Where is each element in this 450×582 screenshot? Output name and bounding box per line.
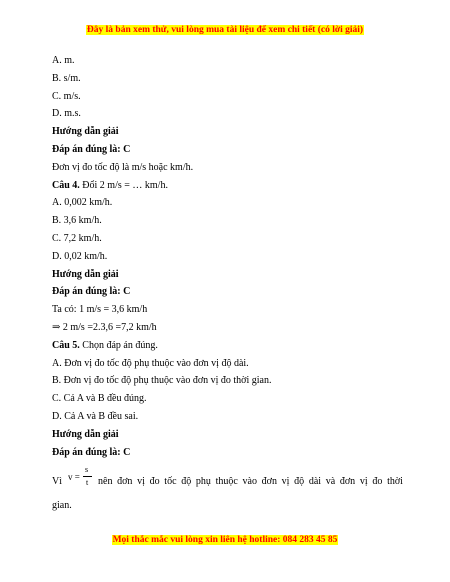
- q4-guide-heading: Hướng dẫn giải: [52, 268, 119, 280]
- q5-answer: Đáp án đúng là: C: [52, 446, 131, 458]
- q5-question-text: Chọn đáp án đúng.: [82, 339, 158, 351]
- q3-option-c: C. m/s.: [52, 90, 81, 102]
- q5-explanation-prefix: Vì: [52, 476, 62, 488]
- q4-question-text: Đổi 2 m/s = … km/h.: [82, 179, 168, 191]
- q4-option-a: A. 0,002 km/h.: [52, 197, 113, 209]
- q5-option-c: C. Cả A và B đều đúng.: [52, 393, 147, 405]
- q5-option-d: D. Cả A và B đều sai.: [52, 410, 139, 422]
- q4-label: Câu 4.: [52, 179, 80, 191]
- hotline-banner: [0, 535, 450, 545]
- formula-lhs: v =: [68, 472, 80, 483]
- hotline-text: Mọi thắc mắc vui lòng xin liên hệ hotline: 084 283 45 85: [112, 535, 338, 545]
- q4-answer: Đáp án đúng là: C: [52, 286, 131, 298]
- q3-option-d: D. m.s.: [52, 108, 81, 120]
- q4-option-b: B. 3,6 km/h.: [52, 215, 102, 227]
- q5-explanation-text: nên đơn vị đo tốc độ phụ thuộc vào đơn vị độ dài và đơn vị đo thời: [98, 476, 403, 488]
- formula-denominator: t: [86, 478, 89, 488]
- q4-work-line-1: Ta có: 1 m/s = 3,6 km/h: [52, 304, 148, 316]
- q5-explanation: [52, 465, 403, 495]
- q4-question: [52, 177, 400, 195]
- document-body: [52, 52, 403, 514]
- q5-label: Câu 5.: [52, 339, 80, 351]
- q4-work-line-2: ⇒ 2 m/s =2.3,6 =7,2 km/h: [52, 321, 157, 333]
- preview-notice-banner: [0, 25, 450, 35]
- q5-guide-heading: Hướng dẫn giải: [52, 428, 119, 440]
- q3-answer: Đáp án đúng là: C: [52, 143, 131, 155]
- q5-option-a: A. Đơn vị đo tốc độ phụ thuộc vào đơn vị độ dài.: [52, 357, 249, 369]
- q3-option-a: A. m.: [52, 55, 75, 66]
- formula-numerator: s: [85, 465, 89, 475]
- q4-option-c: C. 7,2 km/h.: [52, 232, 102, 244]
- q5-option-b: B. Đơn vị đo tốc độ phụ thuộc vào đơn vị đo thời gian.: [52, 375, 272, 387]
- q5-explanation-tail: gian.: [52, 500, 72, 512]
- q3-explanation: Đơn vị đo tốc độ là m/s hoặc km/h.: [52, 161, 194, 173]
- q3-guide-heading: Hướng dẫn giải: [52, 126, 119, 138]
- speed-formula: [66, 465, 96, 491]
- preview-notice-text: Đây là bản xem thử, vui lòng mua tài liệu để xem chi tiết (có lời giải): [86, 25, 364, 35]
- fraction-bar: [83, 476, 92, 477]
- q4-option-d: D. 0,02 km/h.: [52, 250, 108, 262]
- q3-option-b: B. s/m.: [52, 72, 81, 84]
- q5-question: [52, 337, 400, 355]
